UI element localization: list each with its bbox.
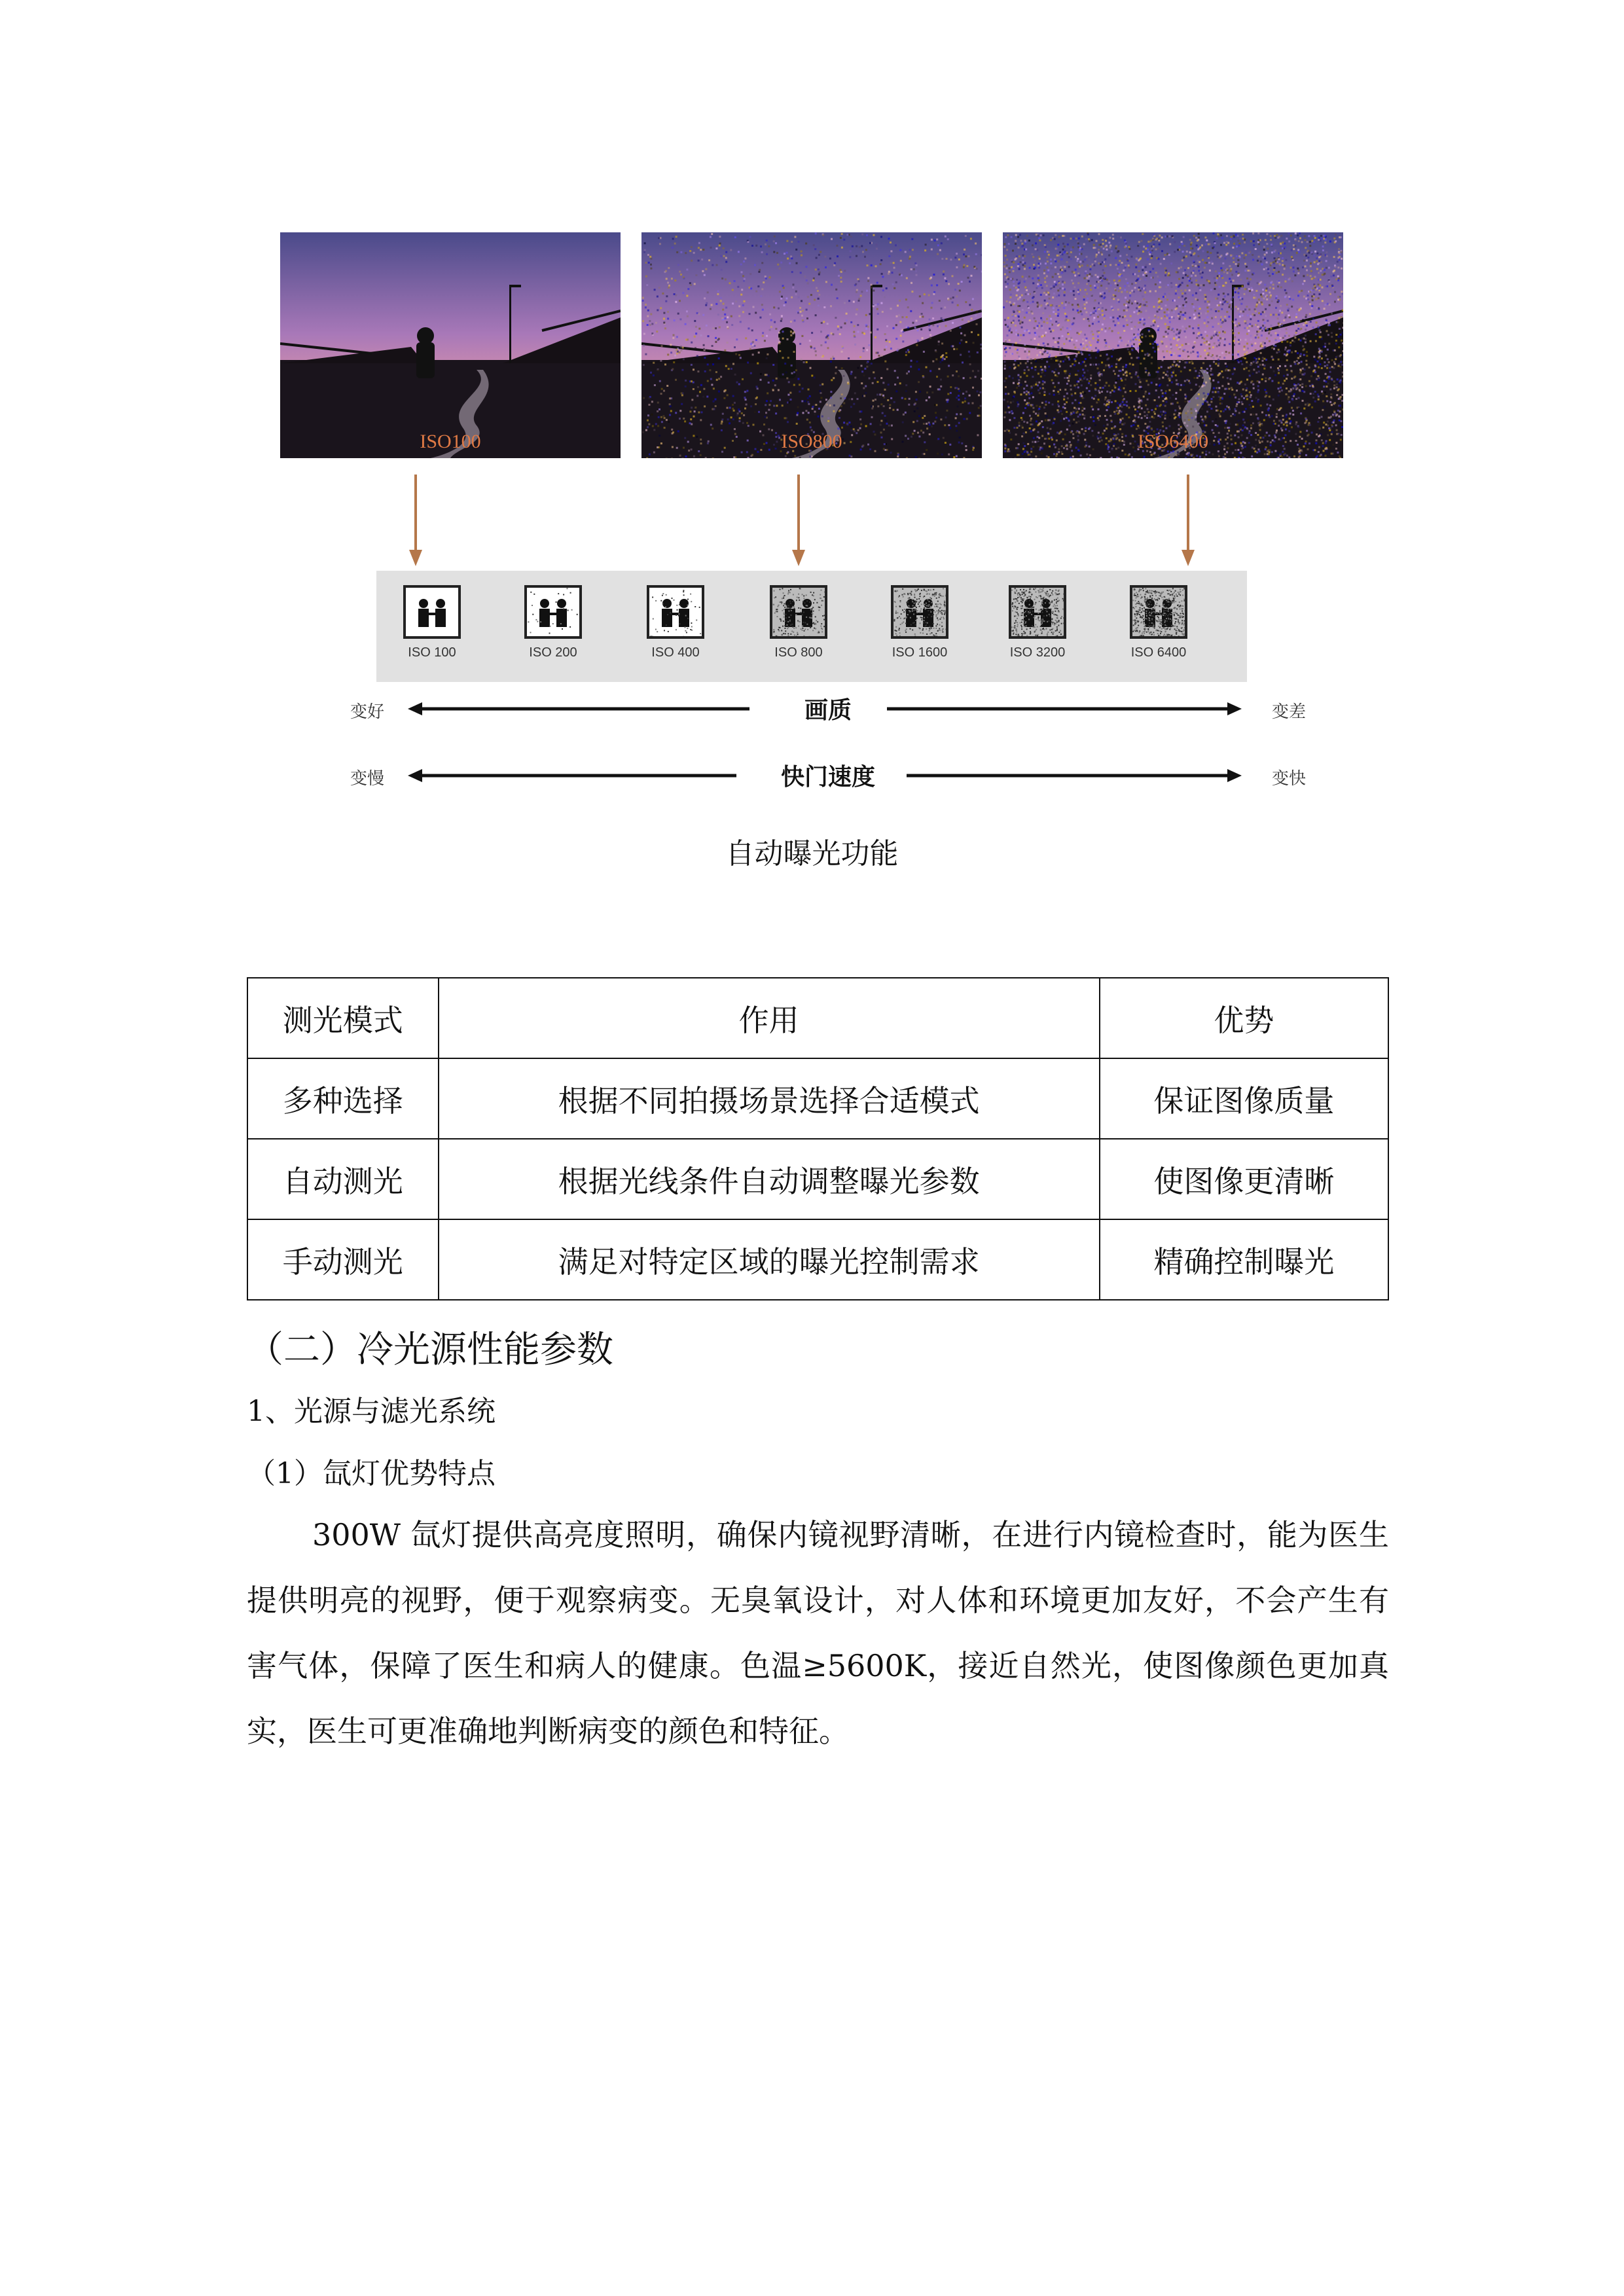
- body-paragraph: 300W 氙灯提供高亮度照明，确保内镜视野清晰，在进行内镜检查时，能为医生提供明亮的视野，便于观察病变。无臭氧设计，对人体和环境更加友好，不会产生有害气体，保障了医生和病人的健康。色温≥5600K，接近自然光，使图像颜色更加真实，医生可更准确地判断病变的颜色和特征。: [247, 1517, 1389, 1749]
- shutter-right-label: 变快: [1271, 769, 1306, 789]
- table-cell: 手动测光: [247, 1219, 439, 1300]
- table-cell: 使图像更清晰: [1100, 1139, 1388, 1219]
- photo-iso6400: [1003, 232, 1343, 458]
- people-frame-icon: [647, 585, 704, 639]
- table-header-row: [247, 978, 1388, 1058]
- photo-iso-label: ISO800: [781, 431, 842, 452]
- table-row: [247, 1058, 1388, 1139]
- down-arrow-2: [792, 475, 805, 566]
- people-frame-icon: [891, 585, 948, 639]
- shutter-center-label: 快门速度: [780, 764, 875, 791]
- down-arrow-3: [1182, 475, 1195, 566]
- iso-scale-label: ISO 200: [529, 645, 577, 660]
- shutter-left-label: 变慢: [350, 769, 385, 789]
- table-row: [247, 1139, 1388, 1219]
- people-frame-icon: [403, 585, 461, 639]
- people-frame-icon: [1130, 585, 1187, 639]
- section-heading: （二）冷光源性能参数: [247, 1329, 613, 1371]
- table-cell: 根据光线条件自动调整曝光参数: [439, 1139, 1100, 1219]
- iso-scale-item: [396, 585, 468, 660]
- iso-scale-label: ISO 400: [651, 645, 700, 660]
- iso-scale-item: [517, 585, 589, 660]
- table-row: [247, 1219, 1388, 1300]
- subheading-xenon-lamp: （1）氙灯优势特点: [247, 1457, 496, 1490]
- table-header-cell: 测光模式: [247, 978, 439, 1058]
- metering-table: [247, 977, 1389, 1300]
- photo-iso-label: ISO6400: [1137, 431, 1209, 452]
- iso-scale-item: [884, 585, 956, 660]
- dusk-scene-image: [280, 232, 621, 458]
- photo-iso100: [280, 232, 621, 458]
- quality-center-label: 画质: [804, 697, 852, 724]
- iso-scale-item: [640, 585, 712, 660]
- table-cell: 满足对特定区域的曝光控制需求: [439, 1219, 1100, 1300]
- table-cell: 精确控制曝光: [1100, 1219, 1388, 1300]
- shutter-scale: [350, 756, 1306, 795]
- dusk-scene-image: [641, 232, 982, 458]
- table-header-cell: 作用: [439, 978, 1100, 1058]
- photo-iso800: [641, 232, 982, 458]
- subheading-light-source: 1、光源与滤光系统: [247, 1395, 496, 1428]
- iso-scale-label: ISO 800: [774, 645, 823, 660]
- iso-scale-item: [763, 585, 835, 660]
- people-frame-icon: [770, 585, 827, 639]
- iso-scale-strip: [376, 571, 1247, 682]
- table-header-cell: 优势: [1100, 978, 1388, 1058]
- quality-scale: [350, 689, 1306, 728]
- iso-scale-item: [1123, 585, 1195, 660]
- down-arrow-1: [409, 475, 422, 566]
- iso-scale-label: ISO 1600: [892, 645, 948, 660]
- photo-iso-label: ISO100: [420, 431, 481, 452]
- iso-scale-label: ISO 100: [408, 645, 456, 660]
- dusk-scene-image: [1003, 232, 1343, 458]
- quality-left-label: 变好: [350, 702, 385, 722]
- iso-scale-label: ISO 3200: [1009, 645, 1066, 660]
- iso-scale-label: ISO 6400: [1130, 645, 1187, 660]
- quality-right-label: 变差: [1271, 702, 1306, 722]
- table-cell: 根据不同拍摄场景选择合适模式: [439, 1058, 1100, 1139]
- table-cell: 多种选择: [247, 1058, 439, 1139]
- figure-caption: 自动曝光功能: [725, 837, 899, 870]
- table-cell: 自动测光: [247, 1139, 439, 1219]
- table-cell: 保证图像质量: [1100, 1058, 1388, 1139]
- iso-scale-item: [1001, 585, 1074, 660]
- people-frame-icon: [524, 585, 582, 639]
- people-frame-icon: [1009, 585, 1066, 639]
